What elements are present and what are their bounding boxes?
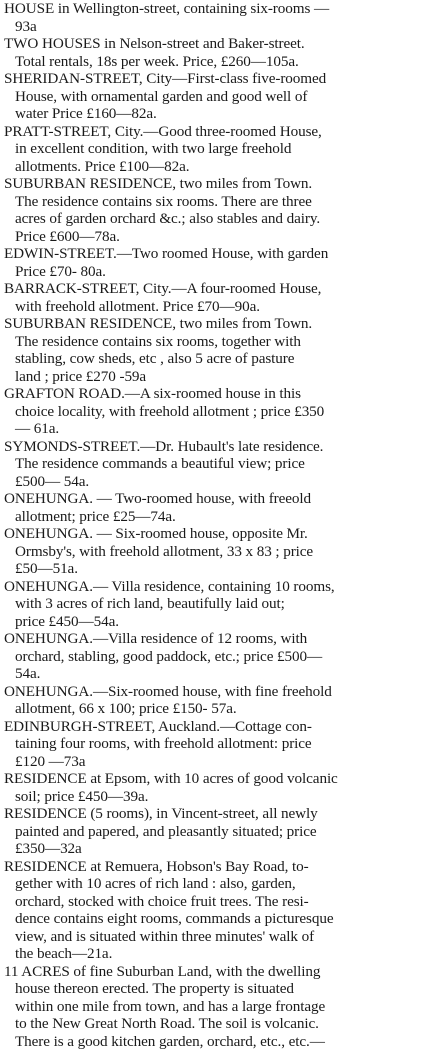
listing-text-line: The residence contains six rooms, together with (4, 333, 431, 351)
listing-text-line: House, with ornamental garden and good well of (4, 88, 431, 106)
property-listing (4, 805, 431, 858)
listing-text-line: price £450—54a. (4, 613, 431, 631)
listing-text-line: to the New Great North Road. The soil is volcanic. (4, 1015, 431, 1033)
listing-text-line: Price £600—78a. (4, 228, 431, 246)
listing-heading-line: RESIDENCE at Remuera, Hobson's Bay Road, to- (4, 858, 431, 876)
listing-text-line: view, and is situated within three minutes' walk of (4, 928, 431, 946)
listing-heading-line: EDINBURGH-STREET, Auckland.—Cottage con- (4, 718, 431, 736)
listing-heading-line: SYMONDS-STREET.—Dr. Hubault's late residence. (4, 438, 431, 456)
property-listing (4, 175, 431, 245)
listing-heading-line: ONEHUNGA. — Two-roomed house, with freeold (4, 490, 431, 508)
listing-text-line: gether with 10 acres of rich land : also, garden, (4, 875, 431, 893)
property-listing (4, 385, 431, 438)
listing-text-line: The residence commands a beautiful view; price (4, 455, 431, 473)
listing-text-line: allotment, 66 x 100; price £150- 57a. (4, 700, 431, 718)
listing-heading-line: TWO HOUSES in Nelson-street and Baker-street. (4, 35, 431, 53)
listing-text-line: 54a. (4, 665, 431, 683)
listing-text-line: within one mile from town, and has a large frontage (4, 998, 431, 1016)
listing-text-line: with freehold allotment. Price £70—90a. (4, 298, 431, 316)
listing-text-line: soil; price £450—39a. (4, 788, 431, 806)
listing-heading-line: ONEHUNGA. — Six-roomed house, opposite Mr. (4, 525, 431, 543)
listing-text-line: £50—51a. (4, 560, 431, 578)
listing-text-line: stabling, cow sheds, etc , also 5 acre of pasture (4, 350, 431, 368)
listing-heading-line: BARRACK-STREET, City.—A four-roomed House, (4, 280, 431, 298)
listing-text-line: — 61a. (4, 420, 431, 438)
listing-heading-line: GRAFTON ROAD.—A six-roomed house in this (4, 385, 431, 403)
property-listing (4, 630, 431, 683)
listing-text-line: The residence contains six rooms. There are three (4, 193, 431, 211)
listing-text-line: orchard, stabling, good paddock, etc.; price £500— (4, 648, 431, 666)
listing-text-line: with 3 acres of rich land, beautifully laid out; (4, 595, 431, 613)
property-listing (4, 438, 431, 491)
listing-text-line: painted and papered, and pleasantly situated; price (4, 823, 431, 841)
listing-text-line: house thereon erected. The property is situated (4, 980, 431, 998)
listing-text-line: dence contains eight rooms, commands a picturesque (4, 910, 431, 928)
listing-heading-line: HOUSE in Wellington-street, containing six-rooms — (4, 0, 431, 18)
listing-heading-line: RESIDENCE (5 rooms), in Vincent-street, all newly (4, 805, 431, 823)
property-listing (4, 683, 431, 718)
listing-text-line: in excellent condition, with two large freehold (4, 140, 431, 158)
property-listing (4, 858, 431, 963)
listing-text-line: £500— 54a. (4, 473, 431, 491)
property-listing (4, 35, 431, 70)
property-listing (4, 315, 431, 385)
property-listing (4, 718, 431, 771)
listing-heading-line: SUBURBAN RESIDENCE, two miles from Town. (4, 175, 431, 193)
property-listing (4, 0, 431, 35)
listing-heading-line: ONEHUNGA.—Six-roomed house, with fine freehold (4, 683, 431, 701)
listing-text-line: allotment; price £25—74a. (4, 508, 431, 526)
listing-text-line: Price £70- 80a. (4, 263, 431, 281)
listing-text-line: £120 —73a (4, 753, 431, 771)
property-listing (4, 280, 431, 315)
listing-heading-line: 11 ACRES of fine Suburban Land, with the dwelling (4, 963, 431, 981)
property-listing (4, 490, 431, 525)
listing-text-line: acres of garden orchard &c.; also stables and dairy. (4, 210, 431, 228)
listing-text-line: orchard, stocked with choice fruit trees. The resi- (4, 893, 431, 911)
listing-text-line: 93a (4, 18, 431, 36)
property-listing (4, 123, 431, 176)
listing-heading-line: SHERIDAN-STREET, City—First-class five-roomed (4, 70, 431, 88)
listing-heading-line: ONEHUNGA.— Villa residence, containing 10 rooms, (4, 578, 431, 596)
listing-text-line: £350—32a (4, 840, 431, 858)
listing-text-line: There is a good kitchen garden, orchard, etc., etc.— (4, 1033, 431, 1050)
listing-text-line: choice locality, with freehold allotment ; price £350 (4, 403, 431, 421)
listing-text-line: Total rentals, 18s per week. Price, £260—105a. (4, 53, 431, 71)
property-listing (4, 578, 431, 631)
property-listing (4, 70, 431, 123)
listing-text-line: land ; price £270 -59a (4, 368, 431, 386)
property-listing (4, 525, 431, 578)
listing-heading-line: RESIDENCE at Epsom, with 10 acres of good volcanic (4, 770, 431, 788)
property-listing (4, 963, 431, 1050)
property-listing (4, 245, 431, 280)
listing-heading-line: ONEHUNGA.—Villa residence of 12 rooms, with (4, 630, 431, 648)
listing-heading-line: SUBURBAN RESIDENCE, two miles from Town. (4, 315, 431, 333)
listing-text-line: taining four rooms, with freehold allotment: price (4, 735, 431, 753)
listing-text-line: the beach—21a. (4, 945, 431, 963)
listing-text-line: allotments. Price £100—82a. (4, 158, 431, 176)
listing-text-line: water Price £160—82a. (4, 105, 431, 123)
listing-text-line: Ormsby's, with freehold allotment, 33 x 83 ; price (4, 543, 431, 561)
property-listing (4, 770, 431, 805)
listing-heading-line: EDWIN-STREET.—Two roomed House, with garden (4, 245, 431, 263)
listing-heading-line: PRATT-STREET, City.—Good three-roomed House, (4, 123, 431, 141)
